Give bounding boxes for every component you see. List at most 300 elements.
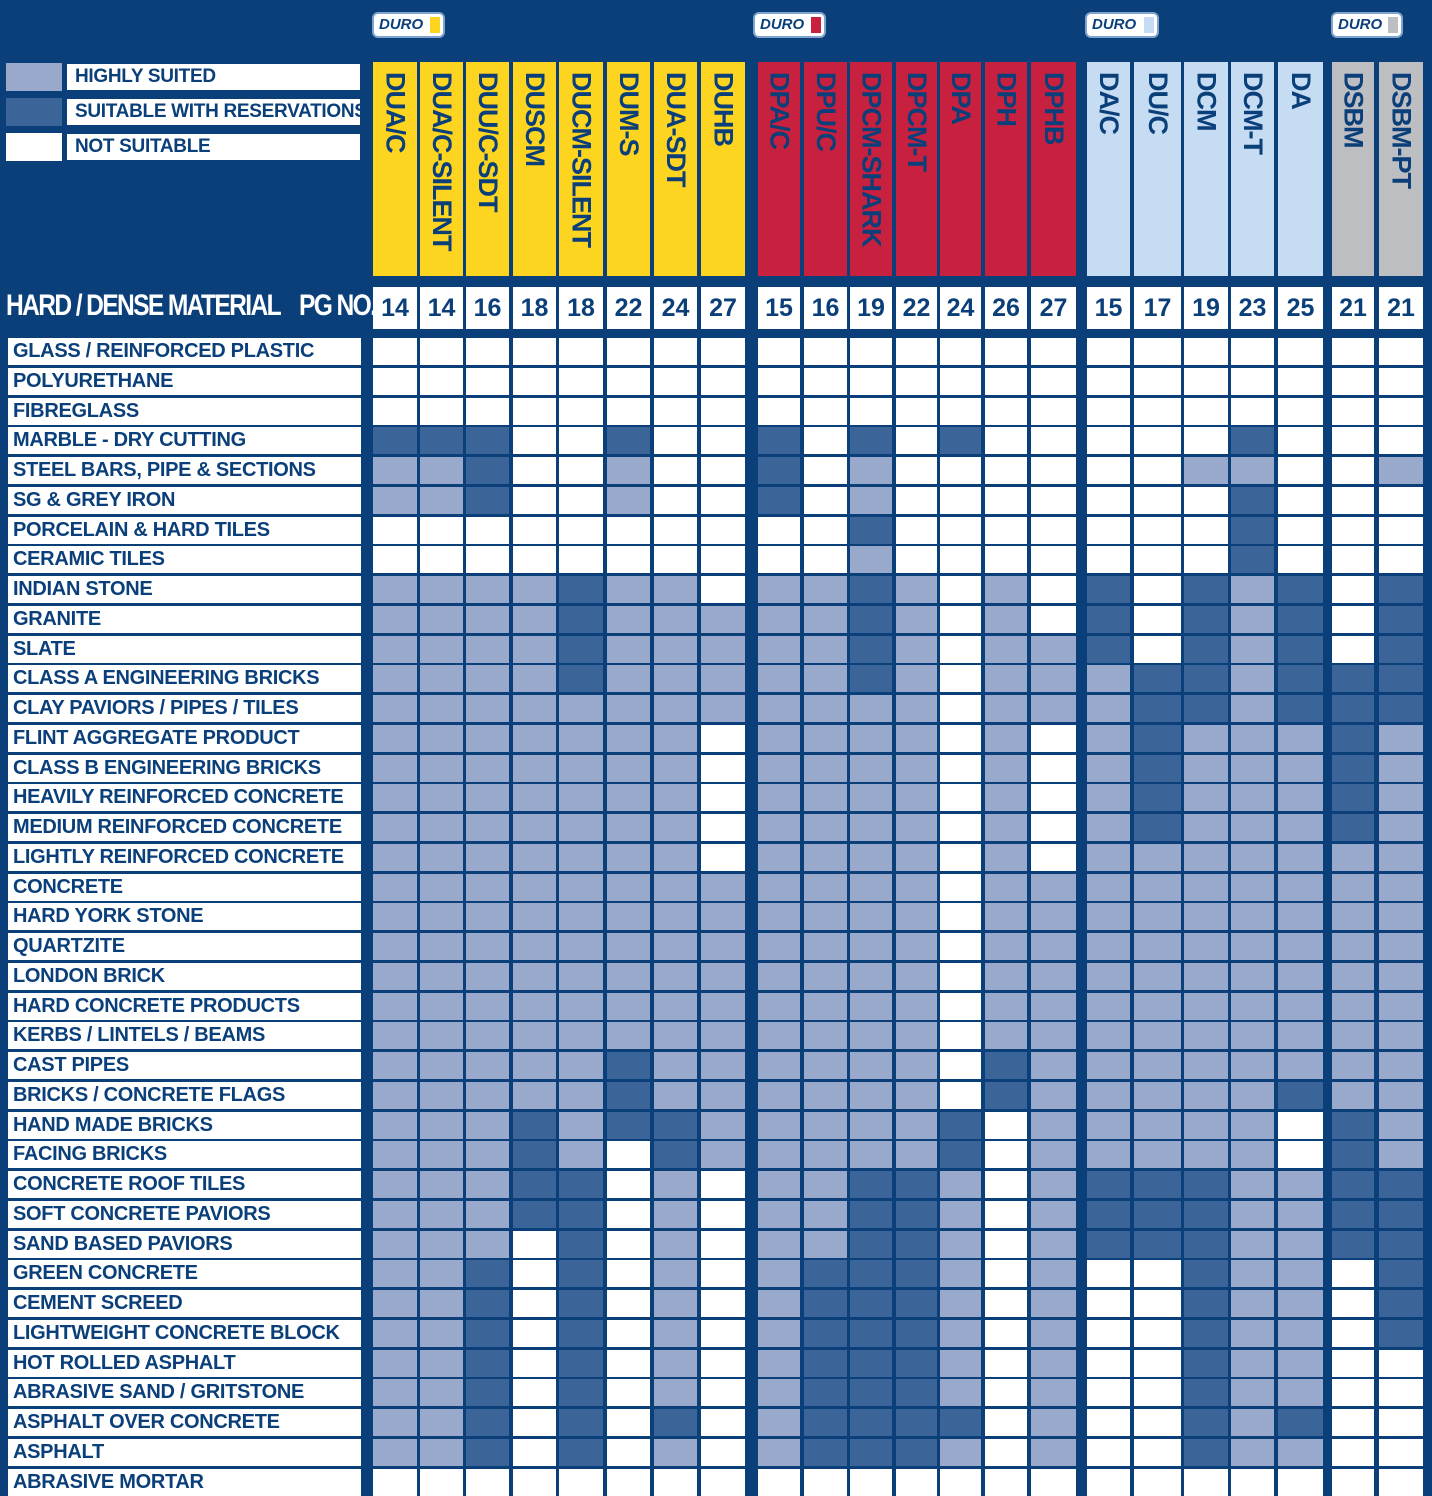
product-name: DCM-T [1238,72,1268,154]
cell-suitable-with-reservations [896,1350,937,1377]
cell-highly-suited [607,606,650,633]
cell-highly-suited [466,1082,509,1109]
cell-not-suitable [466,398,509,425]
cell-not-suitable [758,368,800,395]
cell-not-suitable [1332,1350,1374,1377]
cell-highly-suited [373,1022,417,1049]
cell-highly-suited [513,903,556,930]
cell-not-suitable [1134,457,1181,484]
page-number: 23 [1231,287,1274,329]
cell-highly-suited [758,695,800,722]
duro-logo-tag [1144,17,1154,33]
cell-highly-suited [896,1141,937,1168]
cell-suitable-with-reservations [1231,487,1274,514]
cell-highly-suited [373,457,417,484]
cell-highly-suited [896,576,937,603]
material-label: CLAY PAVIORS / PIPES / TILES [8,695,361,722]
cell-not-suitable [420,338,463,365]
material-label: STEEL BARS, PIPE & SECTIONS [8,457,361,484]
cell-highly-suited [985,993,1027,1020]
cell-suitable-with-reservations [559,1320,603,1347]
cell-highly-suited [654,874,697,901]
cell-not-suitable [513,1350,556,1377]
cell-not-suitable [559,368,603,395]
cell-highly-suited [1087,963,1130,990]
cell-not-suitable [1278,487,1323,514]
cell-not-suitable [607,338,650,365]
cell-highly-suited [1087,1022,1130,1049]
cell-highly-suited [420,1439,463,1466]
cell-not-suitable [940,963,981,990]
cell-not-suitable [896,457,937,484]
cell-not-suitable [513,517,556,544]
cell-suitable-with-reservations [985,1052,1027,1079]
cell-highly-suited [1231,1141,1274,1168]
cell-highly-suited [1379,874,1423,901]
cell-highly-suited [559,784,603,811]
cell-not-suitable [896,517,937,544]
cell-not-suitable [607,1439,650,1466]
cell-highly-suited [373,695,417,722]
cell-highly-suited [1031,993,1076,1020]
cell-suitable-with-reservations [1134,1171,1181,1198]
cell-highly-suited [804,1052,847,1079]
cell-not-suitable [513,546,556,573]
material-label: MEDIUM REINFORCED CONCRETE [8,814,361,841]
product-name: DPU/C [811,72,841,152]
cell-suitable-with-reservations [654,1112,697,1139]
cell-not-suitable [420,546,463,573]
cell-not-suitable [758,338,800,365]
cell-highly-suited [420,1320,463,1347]
cell-not-suitable [466,517,509,544]
cell-highly-suited [420,1379,463,1406]
cell-highly-suited [373,1439,417,1466]
cell-not-suitable [1278,457,1323,484]
cell-suitable-with-reservations [758,457,800,484]
cell-highly-suited [1184,903,1228,930]
cell-highly-suited [373,1201,417,1228]
cell-highly-suited [1379,1141,1423,1168]
cell-highly-suited [1134,1112,1181,1139]
cell-highly-suited [513,1022,556,1049]
cell-not-suitable [758,517,800,544]
cell-highly-suited [1278,903,1323,930]
material-label: SLATE [8,636,361,663]
cell-not-suitable [985,1112,1027,1139]
cell-not-suitable [1379,398,1423,425]
cell-highly-suited [804,814,847,841]
cell-not-suitable [1134,576,1181,603]
cell-highly-suited [1231,755,1274,782]
cell-highly-suited [804,576,847,603]
cell-highly-suited [1031,1082,1076,1109]
cell-highly-suited [513,665,556,692]
cell-suitable-with-reservations [1332,1112,1374,1139]
cell-highly-suited [607,576,650,603]
cell-highly-suited [758,963,800,990]
page-number: 24 [654,287,697,329]
product-name: DA/C [1094,72,1124,134]
page-number: 22 [607,287,650,329]
cell-not-suitable [940,1052,981,1079]
cell-highly-suited [466,784,509,811]
cell-suitable-with-reservations [1134,665,1181,692]
cell-highly-suited [654,636,697,663]
cell-suitable-with-reservations [559,1379,603,1406]
material-label: CERAMIC TILES [8,546,361,573]
cell-highly-suited [1278,1290,1323,1317]
cell-not-suitable [1087,1379,1130,1406]
cell-highly-suited [1134,1141,1181,1168]
cell-highly-suited [513,963,556,990]
cell-highly-suited [1134,1022,1181,1049]
cell-highly-suited [804,1082,847,1109]
cell-not-suitable [420,517,463,544]
cell-not-suitable [1379,1409,1423,1436]
cell-highly-suited [513,993,556,1020]
cell-suitable-with-reservations [850,665,892,692]
cell-not-suitable [1332,487,1374,514]
cell-highly-suited [758,1141,800,1168]
section-title: HARD / DENSE MATERIAL [6,289,280,322]
cell-suitable-with-reservations [1379,636,1423,663]
cell-highly-suited [1278,1022,1323,1049]
cell-suitable-with-reservations [1134,1231,1181,1258]
cell-highly-suited [1184,1141,1228,1168]
cell-not-suitable [1087,1469,1130,1496]
cell-suitable-with-reservations [1134,755,1181,782]
cell-not-suitable [985,457,1027,484]
cell-suitable-with-reservations [1134,784,1181,811]
cell-not-suitable [1332,1439,1374,1466]
cell-not-suitable [940,874,981,901]
cell-not-suitable [940,1469,981,1496]
cell-highly-suited [373,874,417,901]
cell-highly-suited [466,695,509,722]
product-name: DUSCM [520,72,550,166]
cell-highly-suited [1332,874,1374,901]
cell-suitable-with-reservations [559,1439,603,1466]
cell-highly-suited [701,933,745,960]
cell-not-suitable [607,517,650,544]
material-label: SAND BASED PAVIORS [8,1231,361,1258]
cell-suitable-with-reservations [1332,1171,1374,1198]
material-label: LIGHTWEIGHT CONCRETE BLOCK [8,1320,361,1347]
cell-not-suitable [607,1379,650,1406]
cell-highly-suited [1278,844,1323,871]
page-number: 19 [850,287,892,329]
legend-swatch [6,98,62,126]
cell-highly-suited [1379,725,1423,752]
cell-not-suitable [701,517,745,544]
cell-highly-suited [804,636,847,663]
cell-suitable-with-reservations [1332,1141,1374,1168]
cell-highly-suited [420,1141,463,1168]
cell-not-suitable [1231,1469,1274,1496]
cell-highly-suited [513,1082,556,1109]
product-header [1231,62,1274,276]
cell-highly-suited [985,755,1027,782]
cell-highly-suited [607,933,650,960]
cell-suitable-with-reservations [758,487,800,514]
cell-not-suitable [1134,338,1181,365]
cell-highly-suited [758,576,800,603]
cell-highly-suited [1134,844,1181,871]
product-name: DPH [991,72,1022,127]
cell-not-suitable [654,517,697,544]
cell-not-suitable [1134,636,1181,663]
cell-suitable-with-reservations [654,1141,697,1168]
cell-highly-suited [1379,1022,1423,1049]
cell-highly-suited [1134,993,1181,1020]
cell-highly-suited [985,606,1027,633]
cell-highly-suited [559,755,603,782]
cell-highly-suited [985,1022,1027,1049]
cell-highly-suited [896,963,937,990]
cell-suitable-with-reservations [1332,1201,1374,1228]
cell-highly-suited [850,814,892,841]
cell-highly-suited [466,576,509,603]
cell-not-suitable [940,576,981,603]
cell-highly-suited [1231,1082,1274,1109]
cell-suitable-with-reservations [850,1350,892,1377]
cell-not-suitable [1031,606,1076,633]
cell-highly-suited [466,725,509,752]
cell-suitable-with-reservations [850,576,892,603]
product-header [559,62,603,276]
cell-highly-suited [607,487,650,514]
cell-highly-suited [1184,933,1228,960]
cell-not-suitable [1087,368,1130,395]
cell-suitable-with-reservations [1332,814,1374,841]
cell-highly-suited [373,725,417,752]
cell-not-suitable [373,398,417,425]
cell-highly-suited [1087,1082,1130,1109]
cell-highly-suited [1087,1141,1130,1168]
cell-not-suitable [1332,398,1374,425]
cell-highly-suited [513,636,556,663]
cell-highly-suited [420,1171,463,1198]
material-label: GREEN CONCRETE [8,1260,361,1287]
cell-highly-suited [758,1379,800,1406]
cell-highly-suited [1031,874,1076,901]
cell-highly-suited [373,636,417,663]
product-name: DUCM-SILENT [566,72,597,247]
material-label: FIBREGLASS [8,398,361,425]
material-label: SOFT CONCRETE PAVIORS [8,1201,361,1228]
cell-highly-suited [559,1052,603,1079]
cell-suitable-with-reservations [466,1320,509,1347]
cell-highly-suited [654,1260,697,1287]
cell-highly-suited [1231,1171,1274,1198]
cell-suitable-with-reservations [1379,665,1423,692]
cell-highly-suited [850,755,892,782]
cell-not-suitable [701,1350,745,1377]
page-number: 17 [1134,287,1181,329]
cell-suitable-with-reservations [654,1409,697,1436]
cell-not-suitable [896,1469,937,1496]
cell-highly-suited [1087,755,1130,782]
product-name: DA [1286,72,1316,109]
cell-not-suitable [1278,398,1323,425]
cell-suitable-with-reservations [559,1290,603,1317]
cell-suitable-with-reservations [804,1350,847,1377]
cell-highly-suited [896,903,937,930]
duro-logo-text: DURO [1338,16,1383,33]
cell-suitable-with-reservations [1231,546,1274,573]
cell-not-suitable [1134,1469,1181,1496]
cell-not-suitable [1184,1469,1228,1496]
cell-highly-suited [940,1379,981,1406]
cell-not-suitable [850,338,892,365]
cell-not-suitable [896,398,937,425]
cell-highly-suited [1031,1201,1076,1228]
cell-highly-suited [985,933,1027,960]
cell-not-suitable [940,487,981,514]
product-name: DSBM [1338,72,1369,148]
cell-highly-suited [420,1201,463,1228]
cell-highly-suited [654,844,697,871]
cell-suitable-with-reservations [1278,665,1323,692]
legend-label: HIGHLY SUITED [67,64,360,90]
cell-highly-suited [850,546,892,573]
cell-highly-suited [1031,695,1076,722]
cell-highly-suited [1379,1082,1423,1109]
cell-highly-suited [804,874,847,901]
cell-highly-suited [1184,993,1228,1020]
cell-not-suitable [701,1201,745,1228]
cell-not-suitable [513,487,556,514]
duro-logo [1331,12,1403,38]
cell-highly-suited [804,844,847,871]
page-number: 18 [559,287,603,329]
cell-highly-suited [850,874,892,901]
material-label: ASPHALT [8,1439,361,1466]
cell-highly-suited [701,1022,745,1049]
cell-not-suitable [701,368,745,395]
cell-not-suitable [701,338,745,365]
cell-highly-suited [1332,1022,1374,1049]
cell-not-suitable [513,1260,556,1287]
cell-highly-suited [513,784,556,811]
cell-highly-suited [758,755,800,782]
cell-highly-suited [1231,695,1274,722]
product-header [985,62,1027,276]
cell-not-suitable [607,1141,650,1168]
cell-highly-suited [850,1052,892,1079]
product-name: DUA/C [380,72,411,153]
cell-highly-suited [758,665,800,692]
cell-highly-suited [804,1171,847,1198]
cell-suitable-with-reservations [850,1201,892,1228]
cell-highly-suited [466,1141,509,1168]
cell-highly-suited [420,1022,463,1049]
cell-suitable-with-reservations [1379,1201,1423,1228]
cell-highly-suited [1134,1052,1181,1079]
cell-suitable-with-reservations [804,1260,847,1287]
cell-suitable-with-reservations [466,457,509,484]
cell-highly-suited [1087,665,1130,692]
cell-not-suitable [1231,338,1274,365]
cell-not-suitable [607,1350,650,1377]
cell-highly-suited [420,576,463,603]
cell-highly-suited [1231,576,1274,603]
cell-highly-suited [373,903,417,930]
material-label: LIGHTLY REINFORCED CONCRETE [8,844,361,871]
cell-suitable-with-reservations [466,1409,509,1436]
cell-suitable-with-reservations [896,1409,937,1436]
product-name: DPCM-SHARK [856,72,887,247]
cell-not-suitable [940,457,981,484]
cell-highly-suited [1184,755,1228,782]
cell-highly-suited [850,487,892,514]
cell-suitable-with-reservations [940,1141,981,1168]
cell-highly-suited [1184,963,1228,990]
cell-highly-suited [1379,933,1423,960]
cell-not-suitable [1332,517,1374,544]
cell-highly-suited [466,1231,509,1258]
cell-highly-suited [1134,933,1181,960]
cell-suitable-with-reservations [1087,576,1130,603]
cell-highly-suited [466,1052,509,1079]
cell-highly-suited [1332,1082,1374,1109]
cell-not-suitable [1278,517,1323,544]
cell-suitable-with-reservations [559,576,603,603]
cell-highly-suited [850,1112,892,1139]
cell-highly-suited [513,1052,556,1079]
product-header [1134,62,1181,276]
page-number: 24 [940,287,981,329]
cell-highly-suited [940,1171,981,1198]
cell-highly-suited [758,606,800,633]
cell-highly-suited [1087,874,1130,901]
cell-highly-suited [420,1409,463,1436]
cell-not-suitable [1134,1260,1181,1287]
cell-highly-suited [1231,1052,1274,1079]
cell-highly-suited [559,695,603,722]
cell-highly-suited [1184,874,1228,901]
cell-suitable-with-reservations [607,1052,650,1079]
cell-not-suitable [850,398,892,425]
cell-highly-suited [420,1052,463,1079]
cell-not-suitable [985,427,1027,454]
cell-not-suitable [654,338,697,365]
duro-logo-text: DURO [760,16,805,33]
cell-highly-suited [701,1112,745,1139]
cell-not-suitable [940,844,981,871]
cell-highly-suited [1332,993,1374,1020]
cell-highly-suited [1379,844,1423,871]
cell-suitable-with-reservations [940,1409,981,1436]
cell-highly-suited [896,874,937,901]
cell-highly-suited [758,1052,800,1079]
cell-suitable-with-reservations [559,1171,603,1198]
cell-not-suitable [1087,457,1130,484]
cell-suitable-with-reservations [559,636,603,663]
cell-highly-suited [896,784,937,811]
cell-highly-suited [466,606,509,633]
cell-highly-suited [420,1260,463,1287]
cell-highly-suited [1278,1171,1323,1198]
cell-highly-suited [758,1201,800,1228]
cell-highly-suited [420,963,463,990]
cell-not-suitable [466,1469,509,1496]
cell-suitable-with-reservations [896,1439,937,1466]
cell-not-suitable [985,398,1027,425]
duro-logo-tag [811,17,821,33]
cell-not-suitable [701,1171,745,1198]
